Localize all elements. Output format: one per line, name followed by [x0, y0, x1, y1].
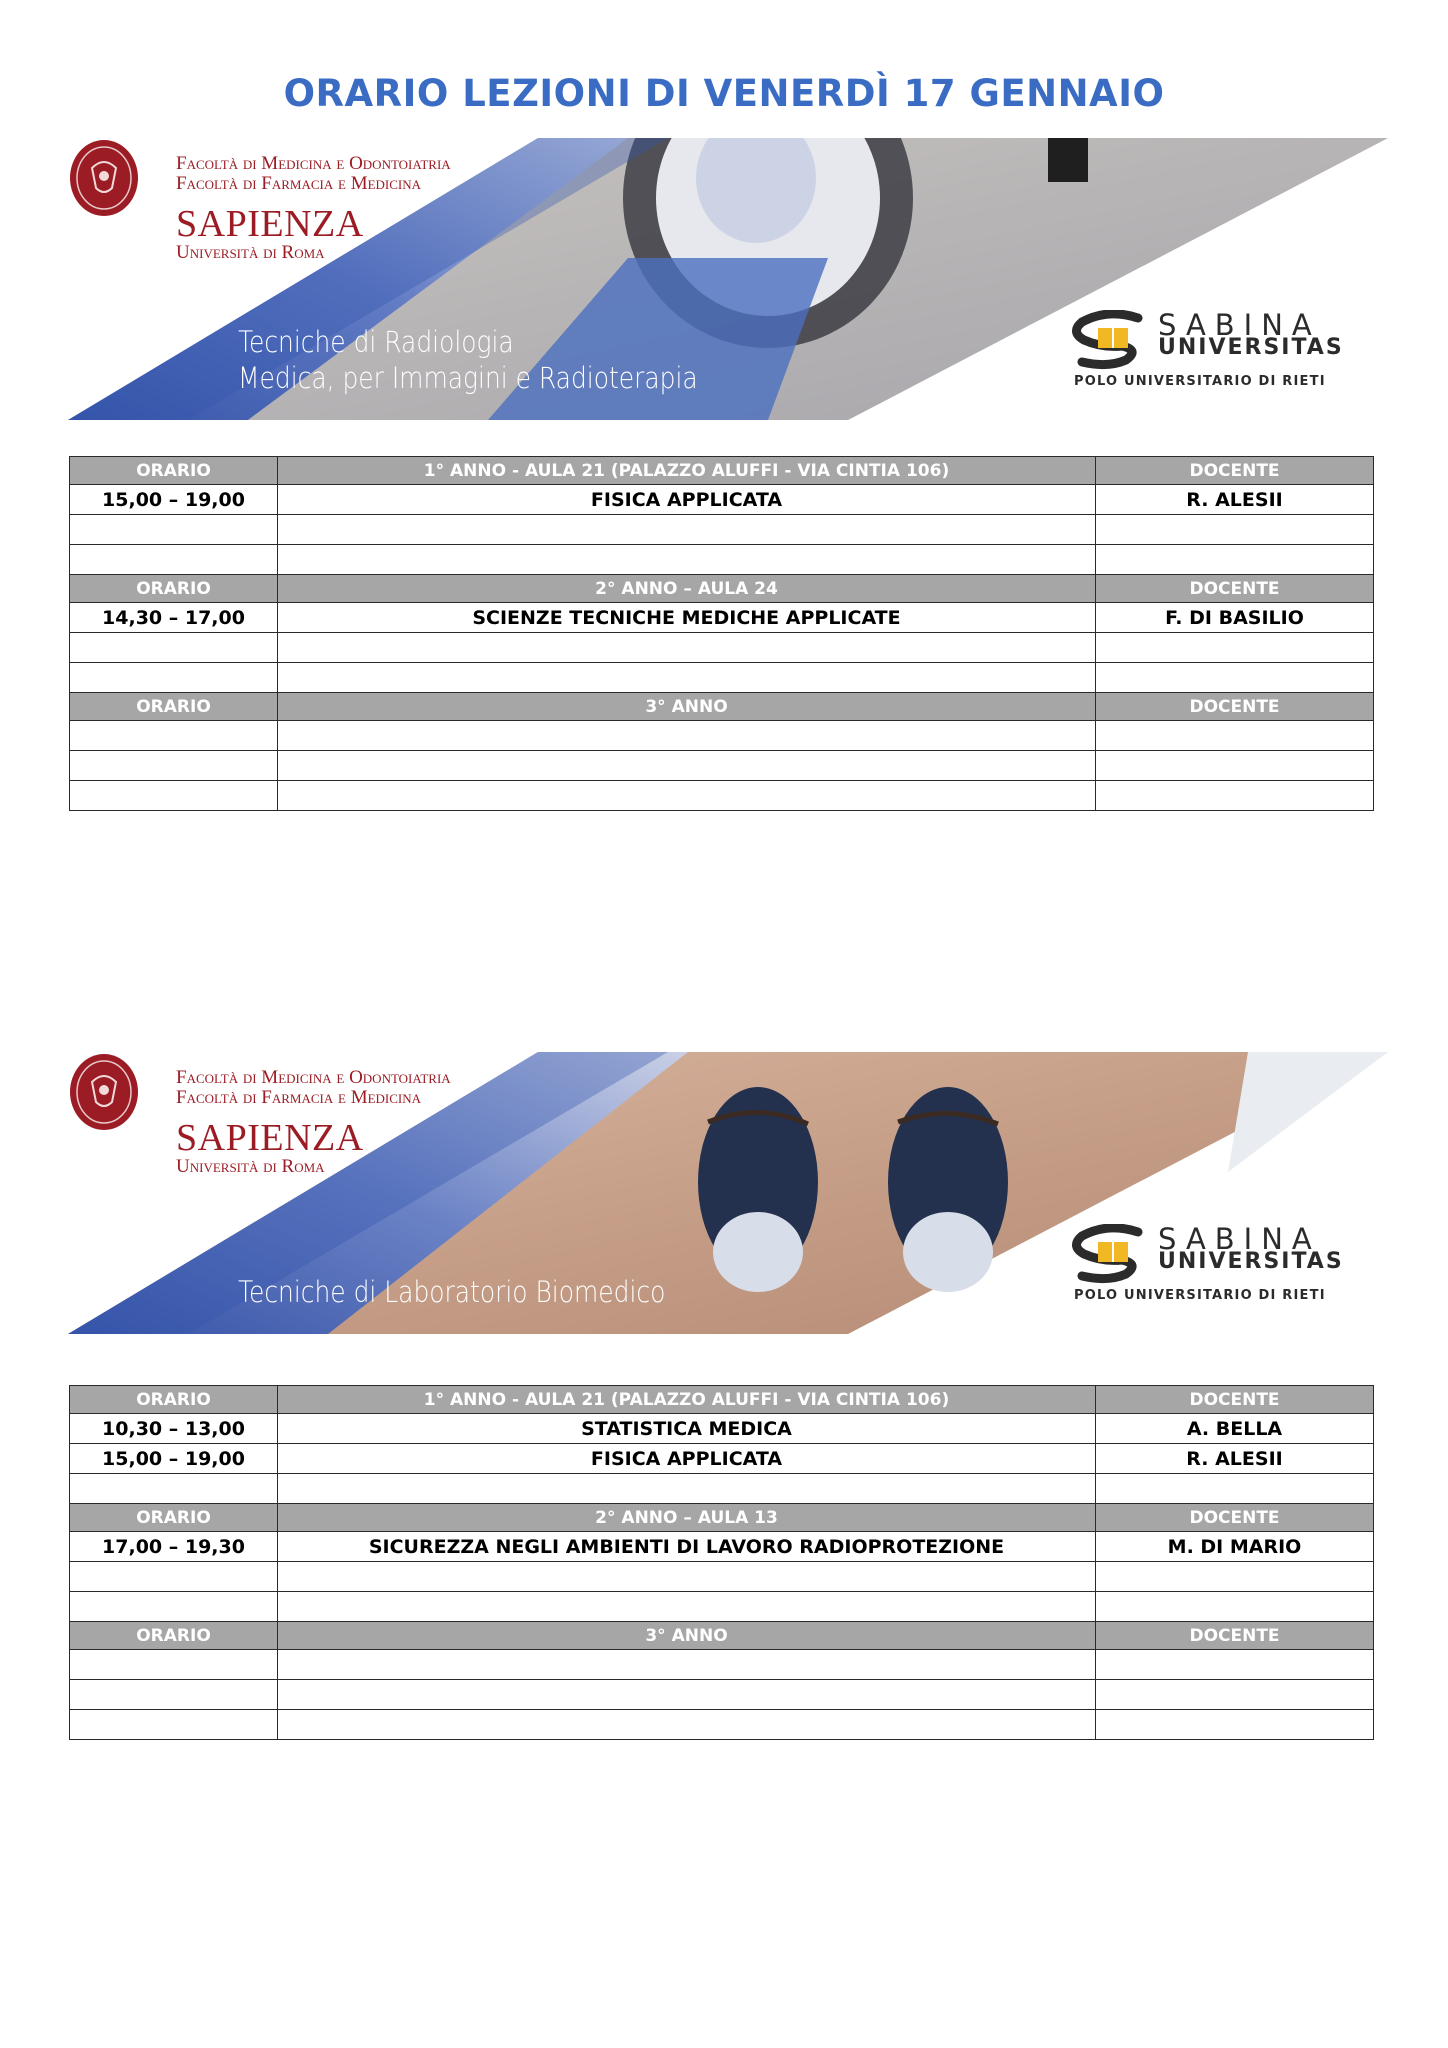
sapienza-seal-icon	[68, 1052, 140, 1132]
header-orario: ORARIO	[70, 1386, 278, 1414]
cell-docente	[1096, 781, 1374, 811]
cell-docente	[1096, 633, 1374, 663]
sabina-book-icon	[1068, 1224, 1158, 1284]
cell-materia: FISICA APPLICATA	[278, 485, 1096, 515]
cell-materia	[278, 545, 1096, 575]
table-header-row	[70, 457, 1374, 485]
sabina-logo	[1068, 1224, 1368, 1314]
header-orario: ORARIO	[70, 1622, 278, 1650]
cell-materia	[278, 1562, 1096, 1592]
cell-orario: 14,30 – 17,00	[70, 603, 278, 633]
cell-materia: SICUREZZA NEGLI AMBIENTI DI LAVORO RADIOPROTEZIONE	[278, 1532, 1096, 1562]
cell-materia	[278, 1474, 1096, 1504]
faculty-line-1: Facoltà di Medicina e Odontoiatria	[176, 153, 451, 174]
faculty-names	[176, 1068, 451, 1108]
banner-laboratorio	[68, 1052, 1388, 1334]
cell-docente: F. DI BASILIO	[1096, 603, 1374, 633]
sabina-subtitle: UNIVERSITAS	[1158, 1249, 1344, 1274]
table-row	[70, 721, 1374, 751]
cell-orario	[70, 1592, 278, 1622]
table-header-row	[70, 1386, 1374, 1414]
cell-orario: 10,30 – 13,00	[70, 1414, 278, 1444]
cell-materia	[278, 781, 1096, 811]
course-title-line-1: Tecniche di Laboratorio Biomedico	[238, 1275, 666, 1309]
table-row	[70, 515, 1374, 545]
header-orario: ORARIO	[70, 1504, 278, 1532]
cell-materia: SCIENZE TECNICHE MEDICHE APPLICATE	[278, 603, 1096, 633]
cell-materia	[278, 1592, 1096, 1622]
cell-docente	[1096, 1710, 1374, 1740]
cell-docente	[1096, 1680, 1374, 1710]
cell-orario	[70, 781, 278, 811]
header-anno: 1° ANNO - AULA 21 (PALAZZO ALUFFI - VIA CINTIA 106)	[278, 457, 1096, 485]
table-row	[70, 1414, 1374, 1444]
cell-docente	[1096, 1650, 1374, 1680]
cell-orario	[70, 1710, 278, 1740]
cell-materia	[278, 751, 1096, 781]
header-docente: DOCENTE	[1096, 1504, 1374, 1532]
faculty-line-2: Facoltà di Farmacia e Medicina	[176, 173, 422, 194]
university-name: SAPIENZA	[176, 203, 364, 245]
cell-materia	[278, 1680, 1096, 1710]
cell-orario	[70, 1474, 278, 1504]
table-row	[70, 1562, 1374, 1592]
cell-orario	[70, 515, 278, 545]
schedule-table-radiologia	[69, 456, 1374, 811]
cell-docente	[1096, 545, 1374, 575]
cell-docente: R. ALESII	[1096, 485, 1374, 515]
header-docente: DOCENTE	[1096, 693, 1374, 721]
header-orario: ORARIO	[70, 457, 278, 485]
sabina-subtitle: UNIVERSITAS	[1158, 335, 1344, 360]
cell-orario	[70, 1650, 278, 1680]
cell-docente	[1096, 1562, 1374, 1592]
table-row	[70, 633, 1374, 663]
table-row	[70, 485, 1374, 515]
faculty-line-2: Facoltà di Farmacia e Medicina	[176, 1087, 422, 1108]
table-row	[70, 545, 1374, 575]
table-row	[70, 1710, 1374, 1740]
header-anno: 3° ANNO	[278, 1622, 1096, 1650]
cell-materia	[278, 721, 1096, 751]
cell-orario	[70, 633, 278, 663]
cell-docente	[1096, 721, 1374, 751]
cell-orario	[70, 1562, 278, 1592]
cell-materia	[278, 515, 1096, 545]
university-name: SAPIENZA	[176, 1117, 364, 1159]
table-row	[70, 1650, 1374, 1680]
cell-orario: 15,00 – 19,00	[70, 1444, 278, 1474]
header-orario: ORARIO	[70, 693, 278, 721]
cell-materia	[278, 663, 1096, 693]
cell-materia	[278, 1710, 1096, 1740]
course-title-line-1: Tecniche di Radiologia	[238, 325, 514, 359]
table-row	[70, 1474, 1374, 1504]
cell-docente	[1096, 751, 1374, 781]
table-row	[70, 781, 1374, 811]
course-title-line-2: Medica, per Immagini e Radioterapia	[238, 361, 698, 395]
cell-materia	[278, 1650, 1096, 1680]
banner-radiologia	[68, 138, 1388, 420]
cell-orario	[70, 545, 278, 575]
table-header-row	[70, 1504, 1374, 1532]
cell-materia: STATISTICA MEDICA	[278, 1414, 1096, 1444]
course-title	[238, 324, 698, 396]
table-row	[70, 1444, 1374, 1474]
university-subtitle: Università di Roma	[176, 1156, 325, 1177]
sabina-polo: POLO UNIVERSITARIO DI RIETI	[1074, 374, 1326, 389]
cell-orario: 17,00 – 19,30	[70, 1532, 278, 1562]
cell-orario	[70, 721, 278, 751]
sabina-name: SABINA	[1158, 308, 1321, 342]
header-anno: 3° ANNO	[278, 693, 1096, 721]
table-header-row	[70, 693, 1374, 721]
table-header-row	[70, 575, 1374, 603]
faculty-names	[176, 154, 451, 194]
sabina-polo: POLO UNIVERSITARIO DI RIETI	[1074, 1288, 1326, 1303]
header-anno: 1° ANNO - AULA 21 (PALAZZO ALUFFI - VIA CINTIA 106)	[278, 1386, 1096, 1414]
table-row	[70, 1680, 1374, 1710]
table-row	[70, 1592, 1374, 1622]
cell-docente	[1096, 515, 1374, 545]
cell-docente	[1096, 663, 1374, 693]
header-docente: DOCENTE	[1096, 1386, 1374, 1414]
page-title: ORARIO LEZIONI DI VENERDÌ 17 GENNAIO	[283, 72, 1165, 115]
sapienza-seal-icon	[68, 138, 140, 218]
header-anno: 2° ANNO – AULA 24	[278, 575, 1096, 603]
table-row	[70, 663, 1374, 693]
header-docente: DOCENTE	[1096, 457, 1374, 485]
cell-docente	[1096, 1592, 1374, 1622]
sabina-book-icon	[1068, 310, 1158, 370]
header-docente: DOCENTE	[1096, 575, 1374, 603]
header-orario: ORARIO	[70, 575, 278, 603]
university-subtitle: Università di Roma	[176, 242, 325, 263]
cell-docente: M. DI MARIO	[1096, 1532, 1374, 1562]
cell-orario	[70, 751, 278, 781]
header-docente: DOCENTE	[1096, 1622, 1374, 1650]
faculty-line-1: Facoltà di Medicina e Odontoiatria	[176, 1067, 451, 1088]
header-anno: 2° ANNO – AULA 13	[278, 1504, 1096, 1532]
cell-materia	[278, 633, 1096, 663]
schedule-table-laboratorio	[69, 1385, 1374, 1740]
course-title	[238, 1274, 665, 1310]
table-row	[70, 1532, 1374, 1562]
table-row	[70, 751, 1374, 781]
cell-docente: R. ALESII	[1096, 1444, 1374, 1474]
sabina-name: SABINA	[1158, 1222, 1321, 1256]
cell-docente: A. BELLA	[1096, 1414, 1374, 1444]
cell-materia: FISICA APPLICATA	[278, 1444, 1096, 1474]
table-header-row	[70, 1622, 1374, 1650]
cell-docente	[1096, 1474, 1374, 1504]
cell-orario: 15,00 – 19,00	[70, 485, 278, 515]
cell-orario	[70, 663, 278, 693]
table-row	[70, 603, 1374, 633]
cell-orario	[70, 1680, 278, 1710]
sabina-logo	[1068, 310, 1368, 400]
